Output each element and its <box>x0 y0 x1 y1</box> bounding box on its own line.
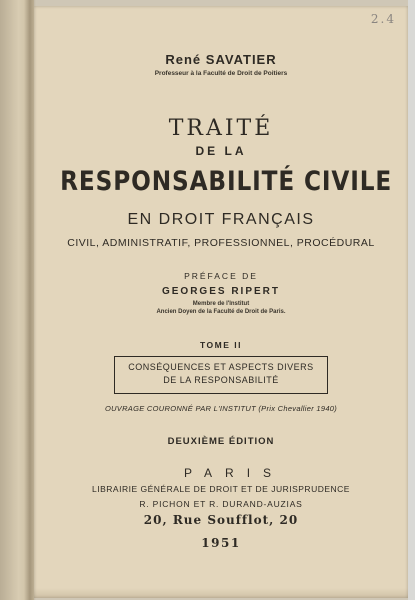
preface-role-1: Membre de l'Institut <box>192 301 250 307</box>
title-droit: EN DROIT FRANÇAIS <box>127 211 315 228</box>
title-subjects: CIVIL, ADMINISTRATIF, PROFESSIONNEL, PROCÉDURAL <box>67 237 375 249</box>
author-name: René SAVATIER <box>165 52 277 67</box>
award-line: OUVRAGE COURONNÉ PAR L'INSTITUT (Prix Chevallier 1940) <box>104 404 338 413</box>
tome-label: TOME II <box>200 340 242 350</box>
main-title: RESPONSABILITÉ CIVILE <box>60 166 393 197</box>
title-de-la: DE LA <box>195 144 247 158</box>
publisher-address: 20, Rue Soufflot, 20 <box>143 513 299 527</box>
volume-title-line-1: CONSÉQUENCES ET ASPECTS DIVERS <box>128 362 314 372</box>
background-edge <box>408 0 415 600</box>
page-bottom-shadow <box>34 588 408 598</box>
title-page <box>34 6 408 598</box>
preface-author: GEORGES RIPERT <box>161 286 280 297</box>
preface-role-2: Ancien Doyen de la Faculté de Droit de Paris. <box>156 309 286 315</box>
preface-label: PRÉFACE DE <box>184 271 258 281</box>
volume-title-line-2: DE LA RESPONSABILITÉ <box>163 375 279 385</box>
author-affiliation: Professeur à la Faculté de Droit de Poitiers <box>154 70 288 77</box>
pencil-note: 2.4 <box>370 12 396 26</box>
publisher-library: LIBRAIRIE GÉNÉRALE DE DROIT ET DE JURISPRUDENCE <box>92 484 350 494</box>
publisher-names: R. PICHON ET R. DURAND-AUZIAS <box>139 499 303 509</box>
publisher-city: PARIS <box>183 466 285 480</box>
title-traite: TRAITÉ <box>168 116 274 141</box>
edition-label: DEUXIÈME ÉDITION <box>167 436 275 447</box>
publication-year: 1951 <box>201 536 241 550</box>
